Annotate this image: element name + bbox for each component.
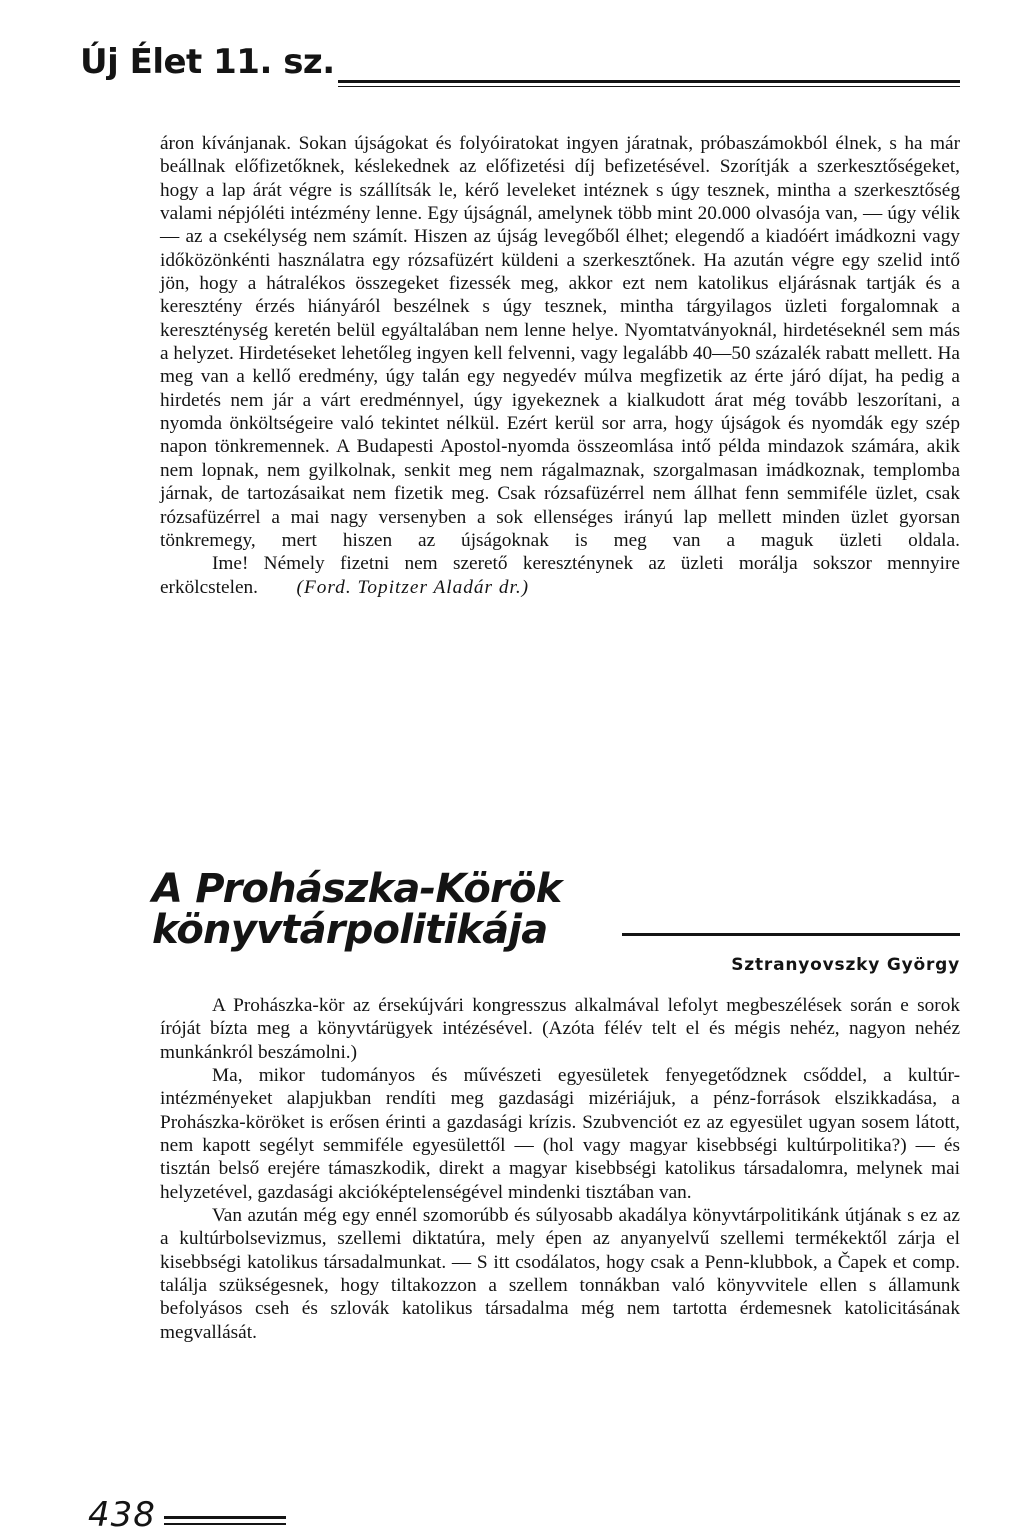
masthead-rule bbox=[338, 80, 960, 87]
article-title-line-2: könyvtárpolitikája bbox=[152, 907, 548, 953]
page-number: 438 bbox=[88, 1495, 156, 1535]
article1-paragraph-1: áron kívánjanak. Sokan újságokat és folyóiratokat ingyen járatnak, próbaszámokból élnek, s ha már beállnak előfizetőknek, késlekednek az előfizetési díj befizetésével. Szorítják a szerkesztőségeket, hogy a lap árát végre is szállítsák le, kérő leveleket intéznek s úgy tesznek, mintha a szerkesztőség valami népjóléti intézmény lenne. Egy újságnál, amelynek több mint 20.000 olvasója van, — úgy vélik — az a csekélység nem számít. Hiszen az újság levegőből élhet; elegendő a kiadóért imádkozni vagy időközönkénti használatra egy rózsafüzért küldeni a szerkesztőnek. Ha azután végre egy szelid intő jön, hogy a hátralékos összegeket fizessék meg, akkor ezt nem katolikus eljárásnak tartják és a keresztény érzés hiányáról beszélnek s úgy tesznek, mintha tárgyilagos üzleti forgalomnak a kereszténység keretén belül egyáltalában nem lenne helye. Nyomtatványoknál, hirdetéseknél sem más a helyzet. Hirdetéseket lehetőleg ingyen kell felvenni, vagy legalább 40—50 százalék rabatt mellett. Ha meg van a kellő eredmény, úgy talán egy negyedév múlva megfizetik az érte járó díjat, ha pedig a hirdetés nem jár a várt eredménnyel, úgy igyekeznek a kialkudott árat még tovább leszorítani, a nyomda önköltségeire való tekintet nélkül. Ezért kerül sor arra, hogy újságok és nyomdák egy szép napon tönkremennek. A Budapesti Apostol-nyomda összeomlása intő példa mindazok számára, akik nem lopnak, nem gyilkolnak, senkit meg nem rágalmaznak, szorgalmasan imádkoznak, templomba járnak, de tartozásaikat nem fizetik meg. Csak rózsafüzérrel nem állhat fenn semmiféle üzlet, csak rózsafüzérrel a mai nagy versenyben a sok ellenséges irányú lap mellett minden üzlet gyorsan tönkremegy, mert hiszen az újságoknak is meg van a maguk üzleti oldala. bbox=[160, 133, 960, 551]
article-prohaszka-korok bbox=[160, 994, 960, 1344]
title-rule bbox=[622, 933, 960, 936]
article1-paragraph-2 bbox=[160, 552, 960, 599]
article2-paragraph-2: Ma, mikor tudományos és művészeti egyesületek fenyegetődznek csőddel, a kultúr-intézményeket alapjukban rendíti meg gazdasági mizériájuk, a pénz-források elszikkadása, a Prohászka-köröket is erősen érinti a gazdasági krízis. Szubvenciót ez az egyesület ugyan sosem látott, nem kapott segélyt semmiféle egyesülettől — (hol vagy magyar kisebbségi kultúrpolitika?) — és tisztán belső erejére támaszkodik, direkt a magyar kisebbségi katolikus társadalomra, melynek mai helyzetével, gazdasági akcióképtelenségével mindenki tisztában van. bbox=[160, 1065, 960, 1203]
article2-paragraph-1: A Prohászka-kör az érsekújvári kongresszus alkalmával lefolyt megbeszélések során e sorok íróját bízta meg a könyvtárügyek intézésével. (Azóta félév telt el és mégis nehéz, nagyon nehéz munkánkról beszámolni.) bbox=[160, 995, 960, 1063]
translator-signature: (Ford. Topitzer Aladár dr.) bbox=[296, 576, 530, 598]
article2-paragraph-3: Van azután még egy ennél szomorúbb és súlyosabb akadálya könyvtárpolitikánk útjának s ez az a kultúrbolsevizmus, szellemi diktatúra, mely épen az anyanyelvű szellemi termékektől zárja el kisebbségi katolikus társadalmunkat. — S itt csodálatos, hogy csak a Penn-klubbok, a Čapek et comp. találja szükségesnek, hogy tiltakozzon a szellem tonnákban való könyvvitele ellen s államunk befolyásos cseh és szlovák katolikus társadalma még nem tartotta érdemesnek katolicitásának megvallását. bbox=[160, 1205, 960, 1343]
journal-title: Új Élet 11. sz. bbox=[80, 42, 335, 82]
article-author: Sztranyovszky György bbox=[731, 955, 960, 975]
article1-paragraph-2-text: Ime! Némely fizetni nem szerető kereszténynek az üzleti morálja sokszor mennyire erkölcstelen. bbox=[160, 553, 960, 598]
footer-rule bbox=[164, 1516, 286, 1525]
article-continued bbox=[160, 132, 960, 599]
article-title-line-1: A Prohászka-Körök bbox=[152, 866, 562, 912]
masthead bbox=[80, 42, 960, 102]
